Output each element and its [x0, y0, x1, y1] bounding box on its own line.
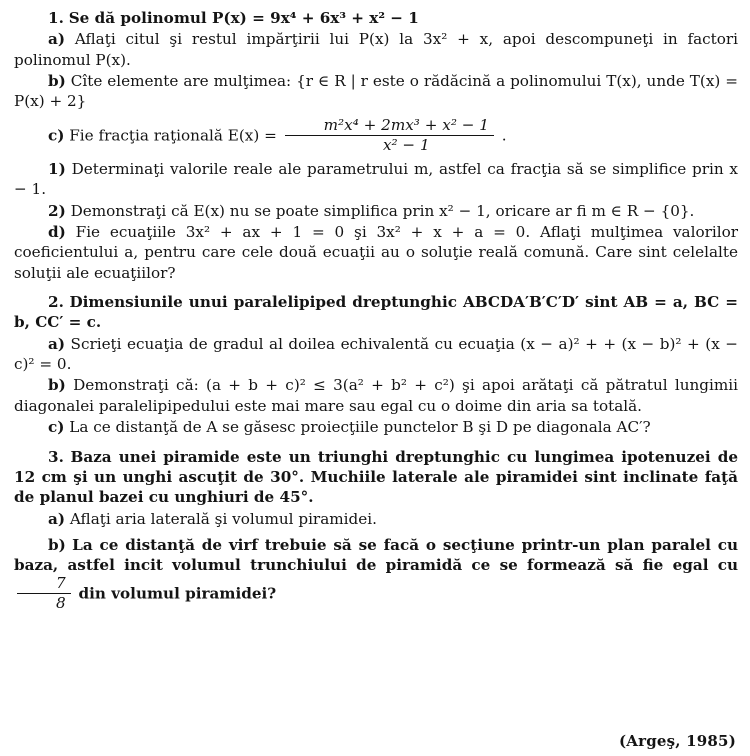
problem-1-part-c-text: Fie fracţia raţională E(x) = — [69, 126, 277, 145]
fraction-numerator: m²x⁴ + 2mx³ + x² − 1 — [285, 117, 494, 136]
problem-2-part-b-label: b) — [48, 376, 66, 395]
problem-1-part-c-fraction — [285, 117, 494, 154]
problem-2-number: 2. — [48, 292, 64, 311]
problem-1-part-d-label: d) — [48, 222, 66, 241]
problem-3-part-b-label: b) — [48, 535, 66, 554]
problem-1-part-c-sub-2-text: Demonstraţi că E(x) nu se poate simplifica prin x² − 1, oricare ar fi m ∈ R − {0}. — [70, 201, 695, 220]
problem-3-part-a — [14, 509, 738, 529]
problem-2-part-c-text: La ce distanţă de A se găsesc proiecţiile punctelor B şi D pe diagonala AC′? — [69, 418, 651, 437]
problem-2-part-a — [14, 334, 738, 375]
problem-1-part-c-sub-1 — [14, 159, 738, 200]
problem-1-number: 1. — [48, 9, 64, 27]
problem-1-part-a-text: Aflaţi citul şi restul impărţirii lui P(x) la 3x² + x, apoi descompuneţi in factori polinomul P(x). — [14, 30, 738, 69]
problem-3-stem — [14, 447, 738, 508]
source-citation: (Argeş, 1985) — [618, 732, 736, 750]
problem-1-part-c-sub-2 — [14, 201, 738, 221]
problem-1-part-c-trailing: . — [501, 126, 507, 145]
problem-3-part-b-text-after: din volumul piramidei? — [78, 584, 277, 603]
problem-2-part-b — [14, 375, 738, 416]
problem-1-part-b-text: Cîte elemente are mulţimea: {r ∈ R | r este o rădăcină a polinomului T(x), unde T(x) = P(x) + 2} — [14, 72, 739, 111]
problem-1-part-b-label: b) — [48, 72, 66, 91]
problem-2-stem — [14, 292, 738, 333]
problem-1-part-b — [14, 71, 738, 112]
problem-3-number: 3. — [48, 447, 64, 466]
problem-2-part-a-text: Scrieţi ecuaţia de gradul al doilea echivalentă cu ecuaţia (x − a)² + + (x − b)² + (x − c)² = 0. — [14, 334, 738, 374]
problem-2-stem-text: Dimensiunile unui paralelipiped dreptunghic ABCDA′B′C′D′ sint AB = a, BC = b, CC′ = c. — [14, 292, 738, 332]
problem-3-stem-text: Baza unei piramide este un triunghi dreptunghic cu lungimea ipotenuzei de 12 cm şi un unghi ascuţit de 30°. Muchiile laterale ale piramidei sint inclinate faţă de planul bazei cu unghiuri de 45°. — [14, 447, 738, 507]
problem-1-part-d-text: Fie ecuaţiile 3x² + ax + 1 = 0 şi 3x² + x + a = 0. Aflaţi mulţimea valorilor coeficientului a, pentru care cele două ecuaţii au o soluţie reală comună. Care sint celelalte soluţii ale ecuaţiilor? — [14, 222, 738, 282]
problem-1-stem — [14, 8, 738, 28]
problem-1-part-c-sub-1-text: Determinaţi valorile reale ale parametrului m, astfel ca fracţia să se simplifice prin x − 1. — [14, 159, 738, 199]
problem-1-part-a-label: a) — [48, 30, 66, 49]
problem-2-part-a-label: a) — [48, 334, 66, 353]
problem-1-part-d — [14, 222, 738, 283]
problem-2-part-c-label: c) — [48, 418, 65, 437]
problem-3-part-b-text: La ce distanţă de virf trebuie să se facă o secţiune printr-un plan paralel cu baza, astfel incit volumul trunchiului de piramidă ce se formează să fie egal cu — [14, 535, 738, 575]
problem-1-part-c-sub-1-label: 1) — [48, 159, 66, 178]
problem-3-part-b-fraction — [17, 575, 71, 612]
problem-1-part-c-sub-2-label: 2) — [48, 201, 66, 220]
fraction-denominator: 8 — [56, 593, 66, 612]
problem-1-part-c — [14, 113, 738, 158]
problem-2-part-b-text: Demonstraţi că: (a + b + c)² ≤ 3(a² + b² + c²) şi apoi arătaţi că pătratul lungimii diagonalei paralelipipedului este mai mare sau egal cu o doime din aria sa totală. — [14, 376, 739, 415]
problem-2-part-c — [14, 417, 738, 437]
fraction-numerator: 7 — [17, 575, 71, 594]
fraction-denominator: x² − 1 — [382, 135, 430, 154]
problem-3-part-a-text: Aflaţi aria laterală şi volumul piramidei. — [69, 509, 377, 528]
problem-3-part-b — [14, 530, 738, 616]
problem-1-part-c-label: c) — [48, 126, 65, 145]
problem-1-part-a — [14, 29, 738, 70]
problem-3-part-a-label: a) — [48, 509, 66, 528]
problem-1-stem-text: Se dă polinomul P(x) = 9x⁴ + 6x³ + x² − 1 — [68, 9, 419, 27]
